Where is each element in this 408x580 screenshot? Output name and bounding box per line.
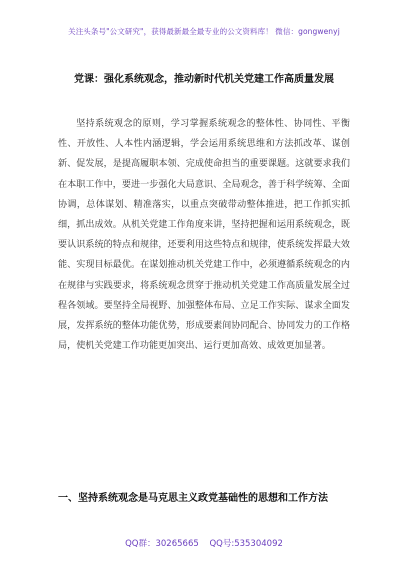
body-paragraph: 坚持系统观念的原则，学习掌握系统观念的整体性、协同性、平衡性、开放性、人本性内涵逻辑，学会运用系统思维和方法抓改革、谋创新、促发展，是提高履职本领、完成使命担当的重要课题。这就要求我们在本职工作中，要进一步强化大局意识、全局观念，善于科学统筹、全面协调，总体谋划、精准落实，以重点突破带动整体推进，把工作抓实抓细，抓出成效。从机关党建工作角度来讲，坚持把握和运用系统观念，既要认识系统的特点和规律，还要利用这些特点和规律，使系统发挥最大效能、实现目标最优。在谋划推动机关党建工作中，必须遵循系统观念的内在规律与实践要求，将系统观念贯穿于推动机关党建工作高质量发展全过程各领域。要坚持全局视野、加强整体布局、立足工作实际、谋求全面发展，发挥系统的整体功能优势，形成要素间协同配合、协同发力的工作格局，使机关党建工作功能更加突出、运行更加高效、成效更加显著。 <box>58 119 350 352</box>
header-banner: 关注头条号"公文研究"，获得最新最全最专业的公文资料库！ 微信：gongwenyj <box>68 27 340 36</box>
section-heading: 一、坚持系统观念是马克思主义政党基础性的思想和工作方法 <box>58 493 328 504</box>
footer <box>0 537 408 549</box>
footer-qq-group: QQ群：30265665 <box>125 539 199 549</box>
footer-qq-number: QQ号:535304092 <box>209 539 283 549</box>
document-title: 党课：强化系统观念，推动新时代机关党建工作高质量发展 <box>74 74 334 85</box>
